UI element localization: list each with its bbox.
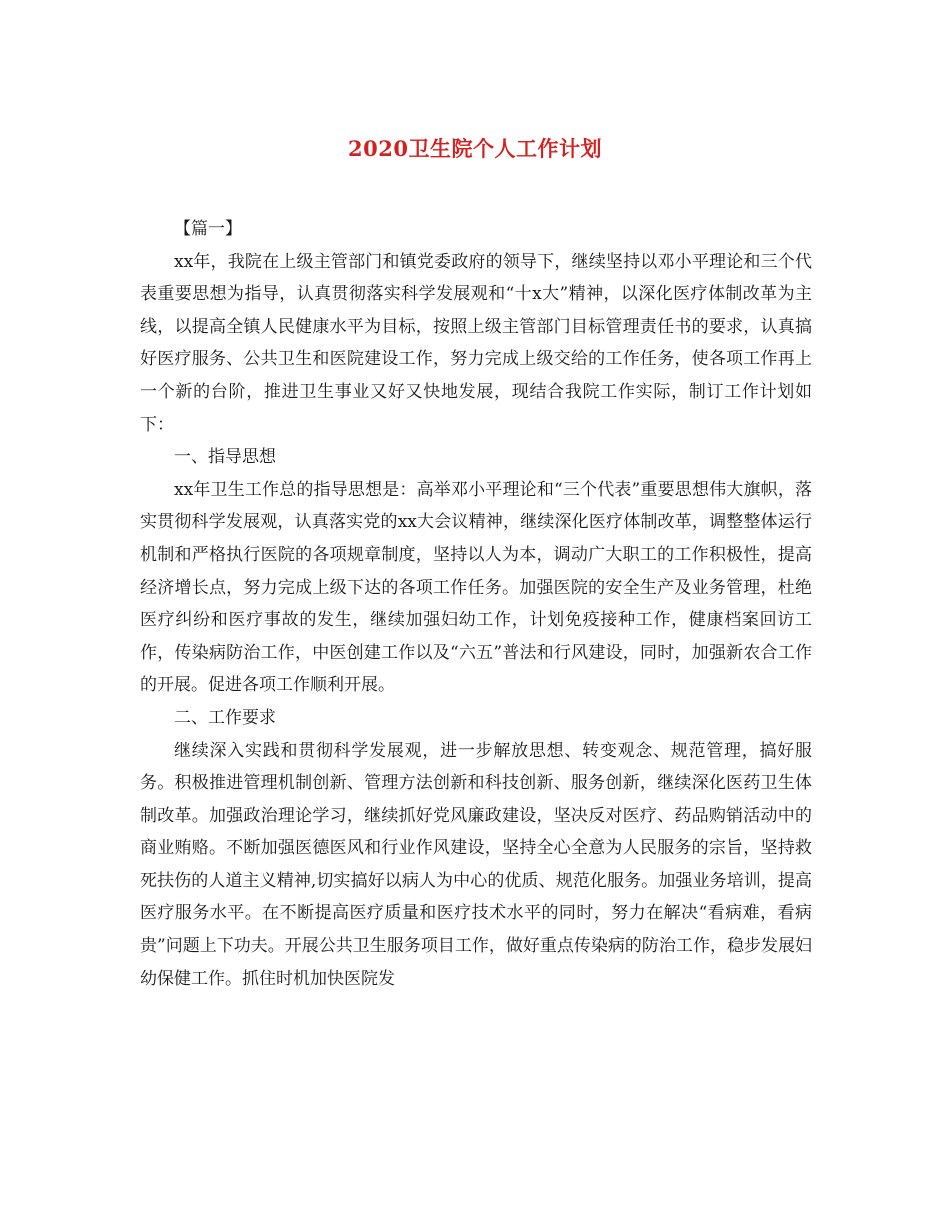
document-title: 2020卫生院个人工作计划 (348, 136, 602, 161)
paragraph-guiding-thought: xx年卫生工作总的指导思想是：高举邓小平理论和“三个代表”重要思想伟大旗帜，落实贯彻科学发展观，认真落实党的xx大会议精神，继续深化医疗体制改革，调整整体运行机制和严格执行医院的各项规章制度，坚持以人为本，调动广大职工的工作积极性，提高经济增长点，努力完成上级下达的各项工作任务。加强医院的安全生产及业务管理，杜绝医疗纠纷和医疗事故的发生，继续加强妇幼工作，计划免疫接种工作，健康档案回访工作，传染病防治工作，中医创建工作以及“六五”普法和行风建设，同时，加强新农合工作的开展。促进各项工作顺利开展。 (140, 479, 812, 696)
paragraph-work-requirements: 继续深入实践和贯彻科学发展观，进一步解放思想、转变观念、规范管理，搞好服务。积极推进管理机制创新、管理方法创新和科技创新、服务创新，继续深化医药卫生体制改革。加强政治理论学习，继续抓好党风廉政建设，坚决反对医疗、药品购销活动中的商业贿赂。不断加强医德医风和行业作风建设，坚持全心全意为人民服务的宗旨，坚持救死扶伤的人道主义精神,切实搞好以病人为中心的优质、规范化服务。加强业务培训，提高医疗服务水平。在不断提高医疗质量和医疗技术水平的同时，努力在解决“看病难，看病贵”问题上下功夫。开展公共卫生服务项目工作，做好重点传染病的防治工作，稳步发展妇幼保健工作。抓住时机加快医院发 (140, 740, 812, 989)
heading-guiding-thought: 一、指导思想 (174, 447, 276, 468)
section-label: 【篇一】 (174, 219, 242, 239)
paragraph-intro: xx年，我院在上级主管部门和镇党委政府的领导下，继续坚持以邓小平理论和三个代表重要思想为指导，认真贯彻落实科学发展观和“十x大”精神，以深化医疗体制改革为主线，以提高全镇人民健康水平为目标，按照上级主管部门目标管理责任书的要求，认真搞好医疗服务、公共卫生和医院建设工作，努力完成上级交给的工作任务，使各项工作再上一个新的台阶，推进卫生事业又好又快地发展，现结合我院工作实际，制订工作计划如下： (140, 251, 812, 435)
heading-work-requirements: 二、工作要求 (174, 707, 276, 728)
document-body (140, 213, 812, 995)
